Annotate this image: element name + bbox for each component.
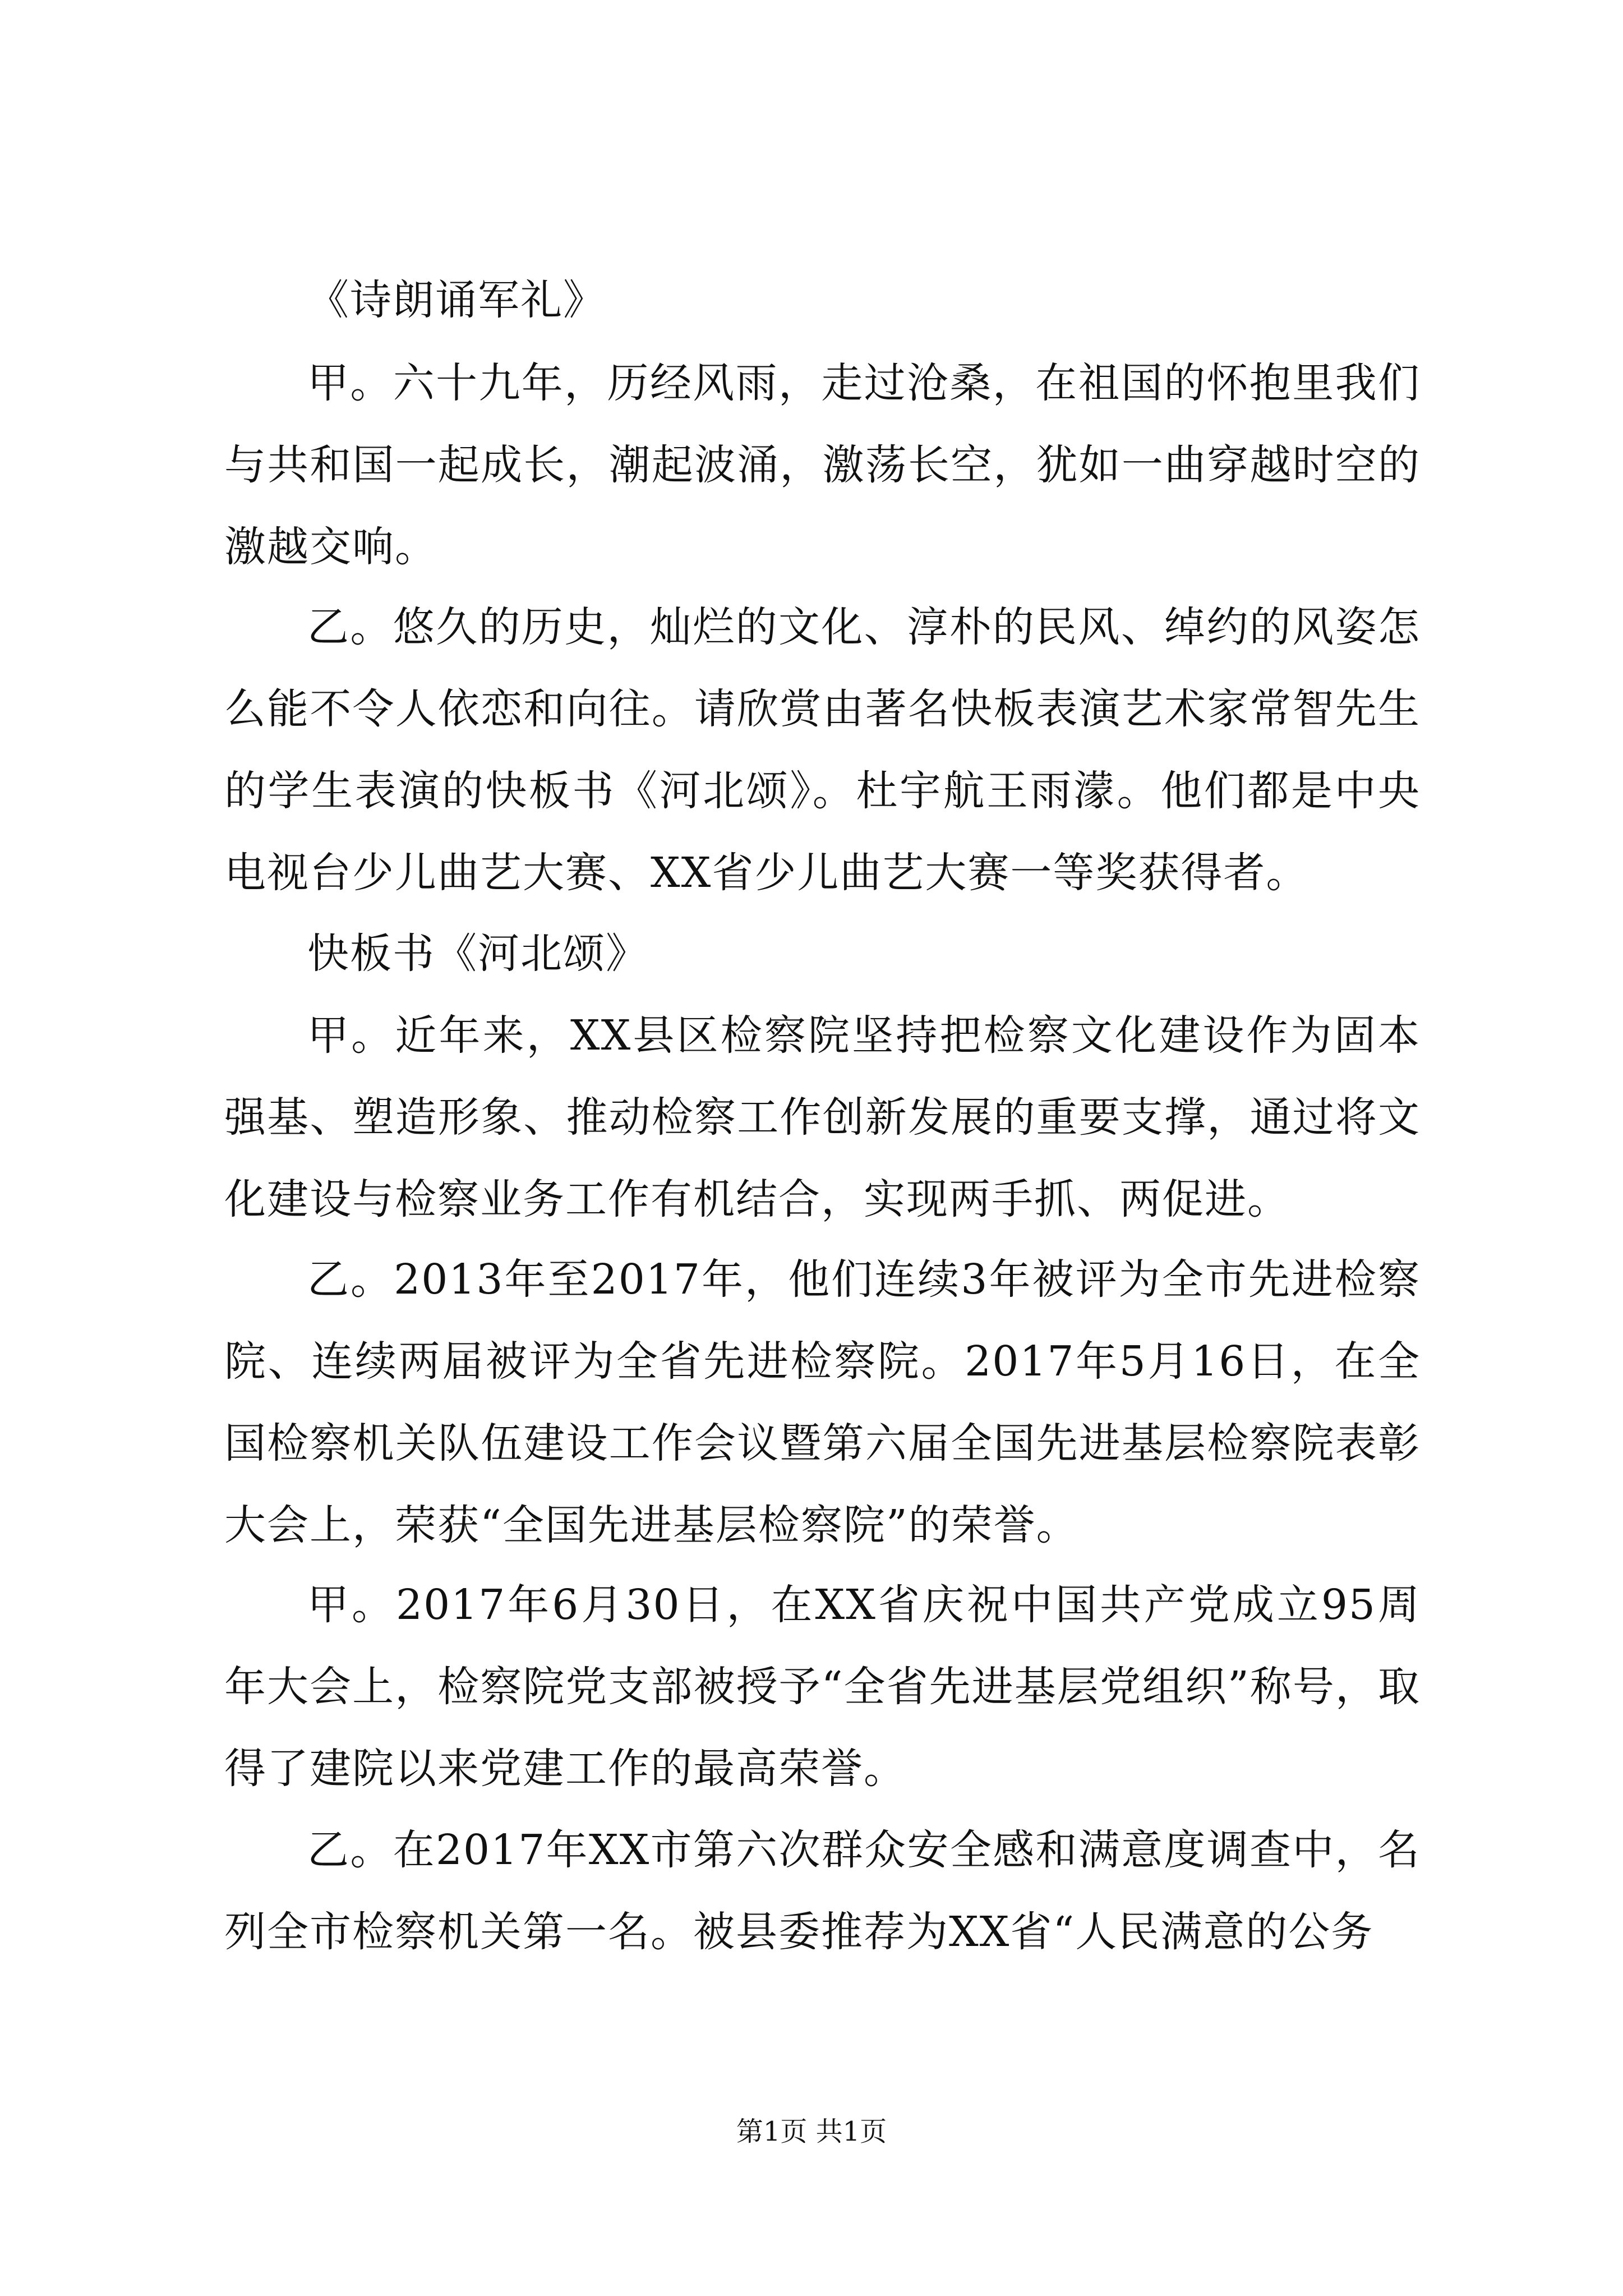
paragraph-title-poem: 《诗朗诵军礼》 (307, 276, 606, 324)
paragraph-yi-3: 乙。在2017年XX市第六次群众安全感和满意度调查中，名列全市检察机关第一名。被县委推荐为XX省“人民满意的公务 (224, 1826, 1421, 1956)
paragraph-yi-2: 乙。2013年至2017年，他们连续3年被评为全市先进检察院、连续两届被评为全省先进检察院。2017年5月16日，在全国检察机关队伍建设工作会议暨第六届全国先进基层检察院表彰大会上，荣获“全国先进基层检察院”的荣誉。 (224, 1255, 1421, 1549)
paragraph-jia-3: 甲。2017年6月30日，在XX省庆祝中国共产党成立95周年大会上，检察院党支部被授予“全省先进基层党组织”称号，取得了建院以来党建工作的最高荣誉。 (224, 1581, 1421, 1793)
paragraph-title-kuaiban: 快板书《河北颂》 (307, 930, 648, 978)
page-footer: 第1页 共1页 (736, 2116, 887, 2147)
paragraph-jia-1: 甲。六十九年，历经风雨，走过沧桑，在祖国的怀抱里我们与共和国一起成长，潮起波涌，激荡长空，犹如一曲穿越时空的激越交响。 (224, 359, 1421, 571)
paragraph-yi-1: 乙。悠久的历史，灿烂的文化、淳朴的民风、绰约的风姿怎么能不令人依恋和向往。请欣赏由著名快板表演艺术家常智先生的学生表演的快板书《河北颂》。杜宇航王雨濛。他们都是中央电视台少儿曲艺大赛、XX省少儿曲艺大赛一等奖获得者。 (224, 603, 1421, 897)
paragraph-jia-2: 甲。近年来，XX县区检察院坚持把检察文化建设作为固本强基、塑造形象、推动检察工作创新发展的重要支撑，通过将文化建设与检察业务工作有机结合，实现两手抓、两促进。 (224, 1011, 1421, 1223)
